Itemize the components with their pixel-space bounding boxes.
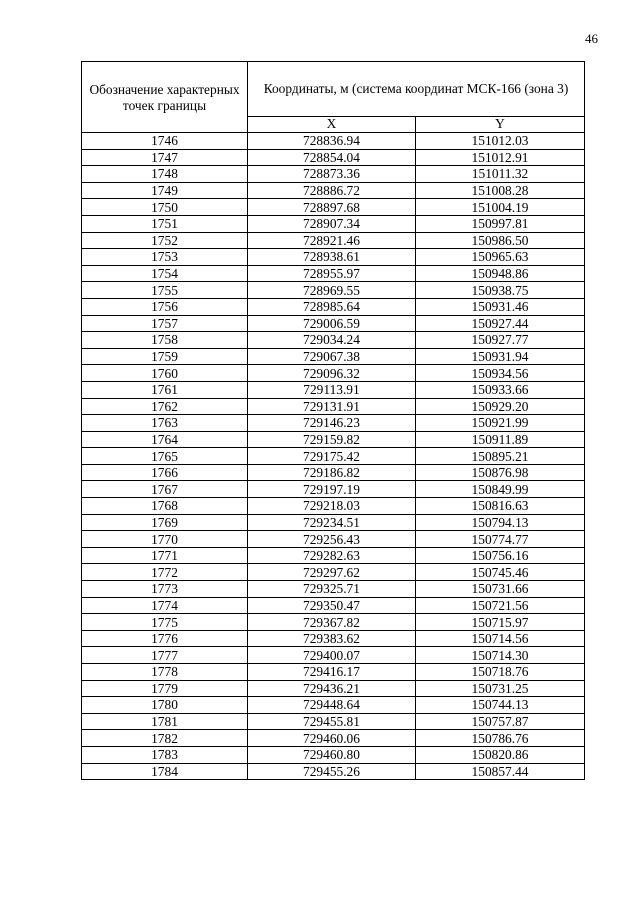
table-row bbox=[82, 498, 585, 515]
cell-y: 150895.21 bbox=[416, 448, 585, 465]
cell-x: 729218.03 bbox=[248, 498, 416, 515]
coordinates-table bbox=[81, 61, 585, 780]
cell-point: 1746 bbox=[82, 133, 248, 150]
table-row bbox=[82, 133, 585, 150]
cell-x: 728854.04 bbox=[248, 149, 416, 166]
cell-point: 1775 bbox=[82, 614, 248, 631]
header-point-label: Обозначение характерных точек границы bbox=[89, 82, 240, 113]
table-row bbox=[82, 763, 585, 780]
cell-point: 1762 bbox=[82, 398, 248, 415]
cell-x: 729400.07 bbox=[248, 647, 416, 664]
cell-x: 729448.64 bbox=[248, 697, 416, 714]
table-row bbox=[82, 664, 585, 681]
cell-point: 1776 bbox=[82, 630, 248, 647]
cell-y: 150927.44 bbox=[416, 315, 585, 332]
cell-y: 150931.94 bbox=[416, 348, 585, 365]
table-row bbox=[82, 614, 585, 631]
cell-point: 1752 bbox=[82, 232, 248, 249]
table-row bbox=[82, 531, 585, 548]
cell-y: 150857.44 bbox=[416, 763, 585, 780]
cell-x: 728921.46 bbox=[248, 232, 416, 249]
cell-x: 729350.47 bbox=[248, 597, 416, 614]
table-body bbox=[82, 133, 585, 780]
cell-y: 150927.77 bbox=[416, 332, 585, 349]
cell-x: 728886.72 bbox=[248, 182, 416, 199]
cell-x: 728985.64 bbox=[248, 298, 416, 315]
cell-x: 728955.97 bbox=[248, 265, 416, 282]
cell-y: 150911.89 bbox=[416, 431, 585, 448]
table-row bbox=[82, 680, 585, 697]
table-row bbox=[82, 647, 585, 664]
cell-point: 1774 bbox=[82, 597, 248, 614]
cell-y: 150794.13 bbox=[416, 514, 585, 531]
cell-y: 150816.63 bbox=[416, 498, 585, 515]
cell-y: 151011.32 bbox=[416, 166, 585, 183]
cell-x: 729034.24 bbox=[248, 332, 416, 349]
table-row bbox=[82, 464, 585, 481]
cell-point: 1758 bbox=[82, 332, 248, 349]
cell-y: 150715.97 bbox=[416, 614, 585, 631]
cell-point: 1766 bbox=[82, 464, 248, 481]
table-row bbox=[82, 547, 585, 564]
cell-y: 150965.63 bbox=[416, 249, 585, 266]
cell-y: 150997.81 bbox=[416, 215, 585, 232]
cell-y: 150721.56 bbox=[416, 597, 585, 614]
cell-point: 1763 bbox=[82, 415, 248, 432]
table-row bbox=[82, 282, 585, 299]
cell-point: 1778 bbox=[82, 664, 248, 681]
cell-x: 729159.82 bbox=[248, 431, 416, 448]
cell-point: 1772 bbox=[82, 564, 248, 581]
cell-x: 729297.62 bbox=[248, 564, 416, 581]
cell-x: 729460.06 bbox=[248, 730, 416, 747]
table-row bbox=[82, 713, 585, 730]
table-row bbox=[82, 298, 585, 315]
cell-point: 1757 bbox=[82, 315, 248, 332]
cell-point: 1777 bbox=[82, 647, 248, 664]
cell-y: 150731.25 bbox=[416, 680, 585, 697]
cell-y: 150948.86 bbox=[416, 265, 585, 282]
cell-point: 1749 bbox=[82, 182, 248, 199]
table-row bbox=[82, 448, 585, 465]
cell-point: 1748 bbox=[82, 166, 248, 183]
cell-point: 1771 bbox=[82, 547, 248, 564]
cell-x: 729175.42 bbox=[248, 448, 416, 465]
cell-point: 1753 bbox=[82, 249, 248, 266]
cell-x: 728938.61 bbox=[248, 249, 416, 266]
cell-x: 729131.91 bbox=[248, 398, 416, 415]
cell-x: 728897.68 bbox=[248, 199, 416, 216]
cell-y: 151004.19 bbox=[416, 199, 585, 216]
cell-y: 150774.77 bbox=[416, 531, 585, 548]
cell-point: 1759 bbox=[82, 348, 248, 365]
cell-point: 1756 bbox=[82, 298, 248, 315]
header-coordinates bbox=[248, 62, 585, 117]
cell-point: 1751 bbox=[82, 215, 248, 232]
cell-y: 151012.03 bbox=[416, 133, 585, 150]
cell-y: 150820.86 bbox=[416, 746, 585, 763]
page-number: 46 bbox=[585, 31, 598, 46]
cell-y: 150718.76 bbox=[416, 664, 585, 681]
cell-y: 150921.99 bbox=[416, 415, 585, 432]
cell-x: 728907.34 bbox=[248, 215, 416, 232]
table-row bbox=[82, 746, 585, 763]
table-row bbox=[82, 564, 585, 581]
cell-y: 150756.16 bbox=[416, 547, 585, 564]
cell-y: 150931.46 bbox=[416, 298, 585, 315]
table-row bbox=[82, 232, 585, 249]
table-row bbox=[82, 199, 585, 216]
cell-point: 1767 bbox=[82, 481, 248, 498]
cell-x: 729234.51 bbox=[248, 514, 416, 531]
table-row bbox=[82, 431, 585, 448]
cell-y: 150929.20 bbox=[416, 398, 585, 415]
cell-y: 150731.66 bbox=[416, 581, 585, 598]
table-row bbox=[82, 215, 585, 232]
table-row bbox=[82, 415, 585, 432]
cell-y: 150786.76 bbox=[416, 730, 585, 747]
table-row bbox=[82, 348, 585, 365]
cell-x: 729113.91 bbox=[248, 381, 416, 398]
cell-x: 729367.82 bbox=[248, 614, 416, 631]
table-row bbox=[82, 381, 585, 398]
cell-x: 729455.81 bbox=[248, 713, 416, 730]
cell-x: 729436.21 bbox=[248, 680, 416, 697]
cell-y: 150849.99 bbox=[416, 481, 585, 498]
table-row bbox=[82, 514, 585, 531]
cell-point: 1779 bbox=[82, 680, 248, 697]
cell-x: 728836.94 bbox=[248, 133, 416, 150]
header-point-designation bbox=[82, 62, 248, 133]
table-row bbox=[82, 265, 585, 282]
cell-y: 150714.30 bbox=[416, 647, 585, 664]
table-row bbox=[82, 182, 585, 199]
cell-y: 150757.87 bbox=[416, 713, 585, 730]
table-row bbox=[82, 697, 585, 714]
header-coordinates-label: Координаты, м (система координат МСК-166 (зона 3) bbox=[263, 80, 569, 96]
cell-y: 150986.50 bbox=[416, 232, 585, 249]
cell-x: 729460.80 bbox=[248, 746, 416, 763]
cell-x: 729282.63 bbox=[248, 547, 416, 564]
cell-x: 729096.32 bbox=[248, 365, 416, 382]
cell-point: 1781 bbox=[82, 713, 248, 730]
cell-point: 1755 bbox=[82, 282, 248, 299]
cell-point: 1784 bbox=[82, 763, 248, 780]
cell-x: 728873.36 bbox=[248, 166, 416, 183]
cell-x: 728969.55 bbox=[248, 282, 416, 299]
cell-x: 729325.71 bbox=[248, 581, 416, 598]
table-row bbox=[82, 398, 585, 415]
cell-point: 1761 bbox=[82, 381, 248, 398]
table-row bbox=[82, 166, 585, 183]
cell-x: 729067.38 bbox=[248, 348, 416, 365]
cell-x: 729455.26 bbox=[248, 763, 416, 780]
cell-x: 729416.17 bbox=[248, 664, 416, 681]
table-row bbox=[82, 332, 585, 349]
table-row bbox=[82, 581, 585, 598]
cell-x: 729146.23 bbox=[248, 415, 416, 432]
cell-x: 729186.82 bbox=[248, 464, 416, 481]
cell-point: 1783 bbox=[82, 746, 248, 763]
cell-y: 150933.66 bbox=[416, 381, 585, 398]
cell-x: 729256.43 bbox=[248, 531, 416, 548]
table-row bbox=[82, 481, 585, 498]
cell-point: 1768 bbox=[82, 498, 248, 515]
cell-point: 1770 bbox=[82, 531, 248, 548]
cell-y: 151012.91 bbox=[416, 149, 585, 166]
cell-point: 1747 bbox=[82, 149, 248, 166]
cell-point: 1773 bbox=[82, 581, 248, 598]
table-row bbox=[82, 597, 585, 614]
cell-point: 1760 bbox=[82, 365, 248, 382]
cell-point: 1769 bbox=[82, 514, 248, 531]
table-row bbox=[82, 149, 585, 166]
cell-y: 150745.46 bbox=[416, 564, 585, 581]
cell-y: 150934.56 bbox=[416, 365, 585, 382]
cell-point: 1750 bbox=[82, 199, 248, 216]
cell-y: 151008.28 bbox=[416, 182, 585, 199]
header-y: Y bbox=[416, 116, 585, 132]
table-row bbox=[82, 630, 585, 647]
table-row bbox=[82, 365, 585, 382]
cell-x: 729197.19 bbox=[248, 481, 416, 498]
cell-point: 1764 bbox=[82, 431, 248, 448]
cell-y: 150876.98 bbox=[416, 464, 585, 481]
cell-y: 150938.75 bbox=[416, 282, 585, 299]
cell-point: 1754 bbox=[82, 265, 248, 282]
cell-point: 1780 bbox=[82, 697, 248, 714]
cell-x: 729006.59 bbox=[248, 315, 416, 332]
cell-y: 150744.13 bbox=[416, 697, 585, 714]
table-row bbox=[82, 315, 585, 332]
cell-point: 1782 bbox=[82, 730, 248, 747]
cell-point: 1765 bbox=[82, 448, 248, 465]
header-x: X bbox=[248, 116, 416, 132]
cell-x: 729383.62 bbox=[248, 630, 416, 647]
cell-y: 150714.56 bbox=[416, 630, 585, 647]
table-row bbox=[82, 730, 585, 747]
table-row bbox=[82, 249, 585, 266]
